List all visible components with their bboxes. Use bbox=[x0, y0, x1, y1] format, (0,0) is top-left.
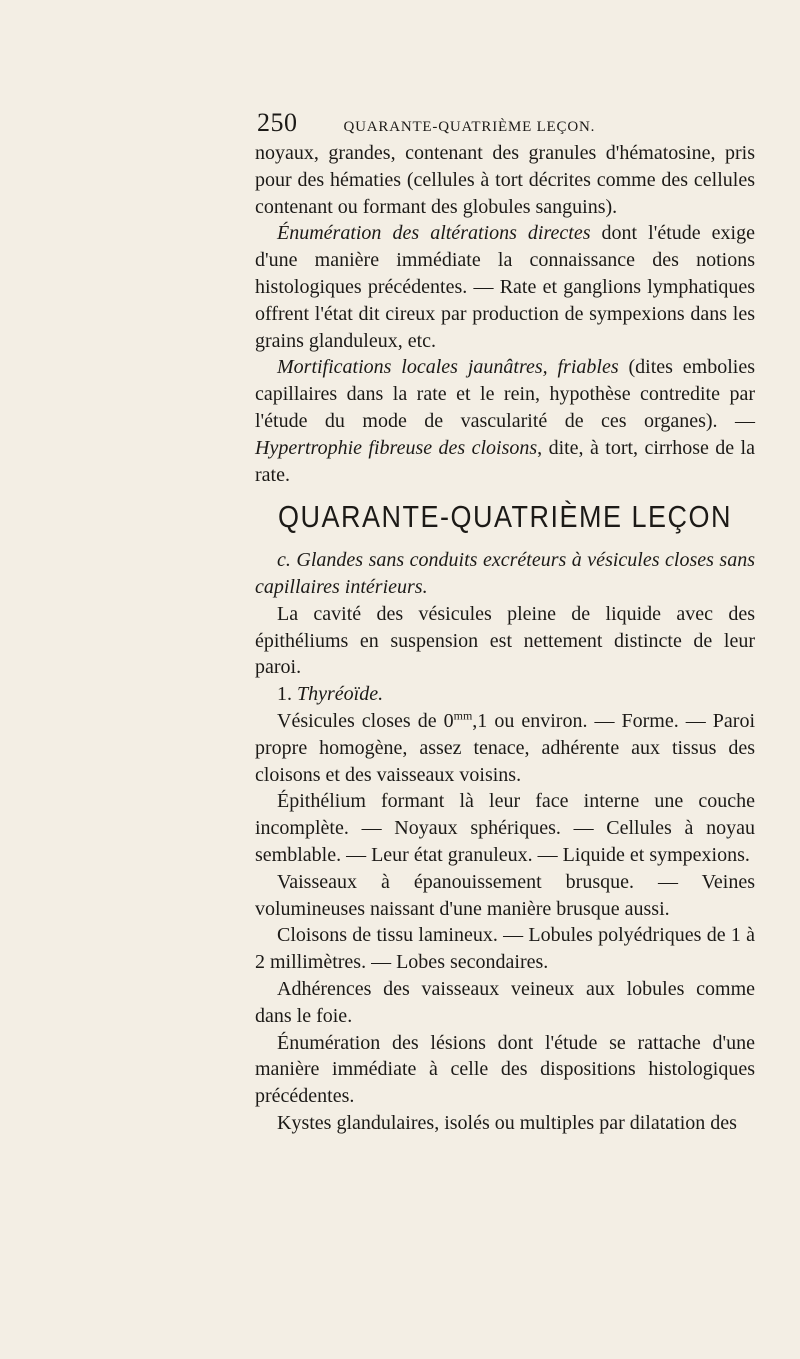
paragraph-text: Vésicules closes de 0 bbox=[277, 709, 454, 732]
paragraph-text: Kystes glandulaires, isolés ou multiples par dilatation des bbox=[277, 1111, 737, 1134]
italic-subheading: c. Glandes sans conduits excréteurs à vésicules closes sans capillaires intérieurs. bbox=[255, 549, 755, 598]
paragraph bbox=[255, 354, 755, 488]
italic-subheading: Thyréoïde. bbox=[297, 683, 384, 706]
paragraph bbox=[255, 140, 755, 220]
paragraph-text: La cavité des vésicules pleine de liquide avec des épithéliums en suspension est nettement distincte de leur paroi. bbox=[255, 602, 755, 679]
paragraph bbox=[255, 708, 755, 788]
paragraph bbox=[255, 869, 755, 923]
paragraph-text: dont l'étude exige d'une manière immédiate la connaissance des notions histologiques précédentes. — Rate et ganglions lymphatiques offrent l'état dit cireux par production de sympexions dans les grains glanduleux, etc. bbox=[255, 222, 755, 352]
paragraph bbox=[255, 922, 755, 976]
paragraph-text: (dites embolies capillaires dans la rate et le rein, hypothèse contredite par l'étude du mode de vascularité de ces organes). — bbox=[255, 356, 755, 432]
page-header bbox=[257, 108, 595, 138]
body-text bbox=[255, 140, 755, 1137]
item-number: 1. bbox=[277, 683, 297, 706]
paragraph bbox=[255, 1110, 755, 1137]
paragraph-text: Épithélium formant là leur face interne une couche incomplète. — Noyaux sphériques. — Cellules à noyau semblable. — Leur état granuleux. — Liquide et sympexions. bbox=[255, 790, 755, 866]
paragraph bbox=[255, 220, 755, 354]
paragraph-text: Énumération des lésions dont l'étude se rattache d'une manière immédiate à celle des dispositions histologiques précédentes. bbox=[255, 1031, 755, 1108]
paragraph-text: Vaisseaux à épanouissement brusque. — Veines volumineuses naissant d'une manière brusque aussi. bbox=[255, 870, 755, 920]
italic-term: Mortifications locales jaunâtres, friables bbox=[277, 356, 619, 379]
unit-superscript: mm bbox=[453, 708, 473, 723]
italic-term: Énumération des altérations directes bbox=[277, 222, 591, 245]
paragraph-text: , dite, à tort, cirrhose de la rate. bbox=[255, 436, 755, 486]
paragraph-text: Cloisons de tissu lamineux. — Lobules polyédriques de 1 à 2 millimètres. — Lobes secondaires. bbox=[255, 924, 755, 974]
paragraph bbox=[255, 681, 755, 708]
paragraph-text: noyaux, grandes, contenant des granules d'hématosine, pris pour des hématies (cellules à tort décrites comme des cellules contenant ou formant des globules sanguins). bbox=[255, 142, 755, 218]
italic-term: Hypertrophie fibreuse des cloisons bbox=[255, 436, 538, 459]
page-number: 250 bbox=[257, 108, 298, 137]
paragraph bbox=[255, 976, 755, 1030]
paragraph bbox=[255, 547, 755, 601]
paragraph-text: Adhérences des vaisseaux veineux aux lobules comme dans le foie. bbox=[255, 977, 755, 1027]
running-head: QUARANTE-QUATRIÈME LEÇON. bbox=[343, 119, 596, 135]
paragraph bbox=[255, 601, 755, 681]
paragraph-text: ,1 ou environ. — Forme. — Paroi propre homogène, assez tenace, adhérente aux tissus des cloisons et des vaisseaux voisins. bbox=[255, 709, 755, 786]
section-heading: QUARANTE-QUATRIÈME LEÇON bbox=[277, 500, 733, 535]
paragraph bbox=[255, 788, 755, 868]
paragraph bbox=[255, 1030, 755, 1110]
